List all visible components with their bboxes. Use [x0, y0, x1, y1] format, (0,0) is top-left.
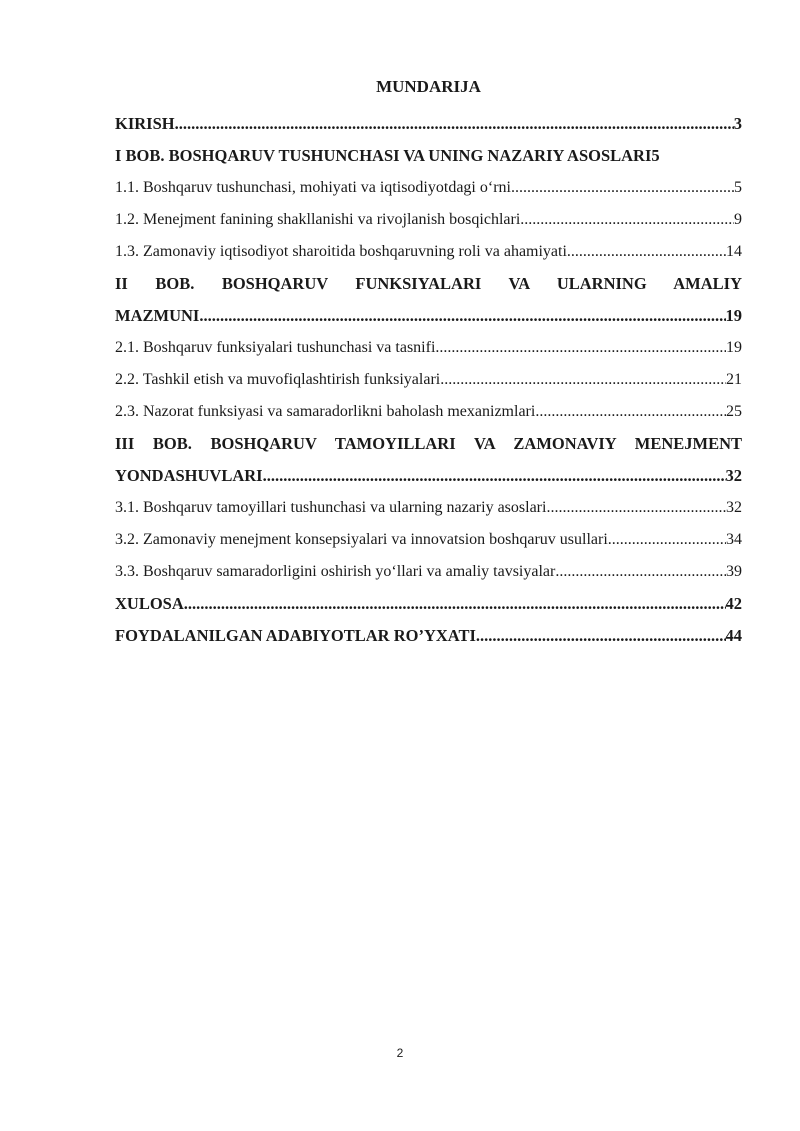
toc-entry-2-3[interactable] [115, 396, 742, 428]
toc-entry-chapter-2-line1[interactable]: II BOB. BOSHQARUV FUNKSIYALARI VA ULARNING AMALIY [115, 274, 742, 293]
toc-entry-label: KIRISH [115, 114, 175, 133]
toc-entry-page: 44 [725, 626, 742, 645]
toc-entry-label: 3.3. Boshqaruv samaradorligini oshirish yo‘llari va amaliy tavsiyalar [115, 563, 556, 580]
dot-leader [199, 300, 725, 332]
toc-entry-chapter-1[interactable] [115, 140, 742, 172]
dot-leader [184, 588, 726, 620]
toc-entry-page: 32 [725, 466, 742, 485]
toc-entry-label: 2.2. Tashkil etish va muvofiqlashtirish funksiyalari [115, 371, 441, 388]
dot-leader [555, 556, 726, 588]
toc-entry-xulosa[interactable] [115, 588, 742, 620]
toc-entry-page: 32 [726, 499, 742, 516]
dot-leader [608, 524, 726, 556]
toc-entry-page: 39 [726, 563, 742, 580]
toc-entry-label: I BOB. BOSHQARUV TUSHUNCHASI VA UNING NAZARIY ASOSLARI [115, 146, 652, 165]
toc-entry-kirish[interactable] [115, 108, 742, 140]
dot-leader [546, 492, 726, 524]
dot-leader [263, 460, 726, 492]
toc-entry-page: 34 [726, 531, 742, 548]
toc-entry-label: 1.2. Menejment fanining shakllanishi va rivojlanish bosqichlari [115, 211, 521, 228]
toc-entry-1-2[interactable] [115, 204, 742, 236]
toc-entry-bibliography[interactable] [115, 620, 742, 652]
toc-entry-page: 5 [734, 179, 742, 196]
toc-entry-2-1[interactable] [115, 332, 742, 364]
toc-entry-label: XULOSA [115, 594, 184, 613]
dot-leader [440, 364, 726, 396]
toc-entry-label: 2.1. Boshqaruv funksiyalari tushunchasi va tasnifi [115, 339, 436, 356]
dot-leader [476, 620, 726, 652]
page-number: 2 [396, 1046, 404, 1060]
dot-leader [175, 108, 734, 140]
toc-entry-label: 3.2. Zamonaviy menejment konsepsiyalari va innovatsion boshqaruv usullari [115, 531, 608, 548]
dot-leader [435, 332, 726, 364]
toc-entry-1-3[interactable] [115, 236, 742, 268]
toc-entry-page: 19 [725, 306, 742, 325]
toc-entry-label: 1.1. Boshqaruv tushunchasi, mohiyati va iqtisodiyotdagi o‘rni [115, 179, 511, 196]
toc-entry-page: 9 [734, 211, 742, 228]
toc-entry-label: 1.3. Zamonaviy iqtisodiyot sharoitida boshqaruvning roli va ahamiyati [115, 243, 567, 260]
toc-entry-label: 2.3. Nazorat funksiyasi va samaradorlikni baholash mexanizmlari [115, 403, 536, 420]
dot-leader [535, 396, 726, 428]
toc-entry-page: 3 [733, 114, 742, 133]
toc-entry-1-1[interactable] [115, 172, 742, 204]
toc-entry-label: MAZMUNI [115, 306, 200, 325]
dot-leader [511, 172, 734, 204]
dot-leader [567, 236, 726, 268]
toc-entry-page: 42 [725, 594, 742, 613]
table-of-contents [115, 76, 742, 652]
toc-entry-page: 25 [726, 403, 742, 420]
toc-entry-label: YONDASHUVLARI [115, 466, 263, 485]
dot-leader [520, 204, 734, 236]
toc-entry-3-1[interactable] [115, 492, 742, 524]
toc-entry-label: FOYDALANILGAN ADABIYOTLAR RO’YXATI [115, 626, 476, 645]
toc-entry-3-2[interactable] [115, 524, 742, 556]
toc-entry-page: 14 [726, 243, 742, 260]
toc-entry-label: 3.1. Boshqaruv tamoyillari tushunchasi va ularning nazariy asoslari [115, 499, 547, 516]
toc-entry-page: 19 [726, 339, 742, 356]
toc-entry-2-2[interactable] [115, 364, 742, 396]
toc-entry-3-3[interactable] [115, 556, 742, 588]
toc-title: MUNDARIJA [376, 77, 481, 96]
toc-entry-page: 5 [651, 146, 660, 165]
toc-entry-chapter-3-line1[interactable]: III BOB. BOSHQARUV TAMOYILLARI VA ZAMONAVIY MENEJMENT [115, 434, 742, 453]
toc-entry-chapter-3[interactable] [115, 460, 742, 492]
toc-entry-page: 21 [726, 371, 742, 388]
toc-entry-chapter-2[interactable] [115, 300, 742, 332]
